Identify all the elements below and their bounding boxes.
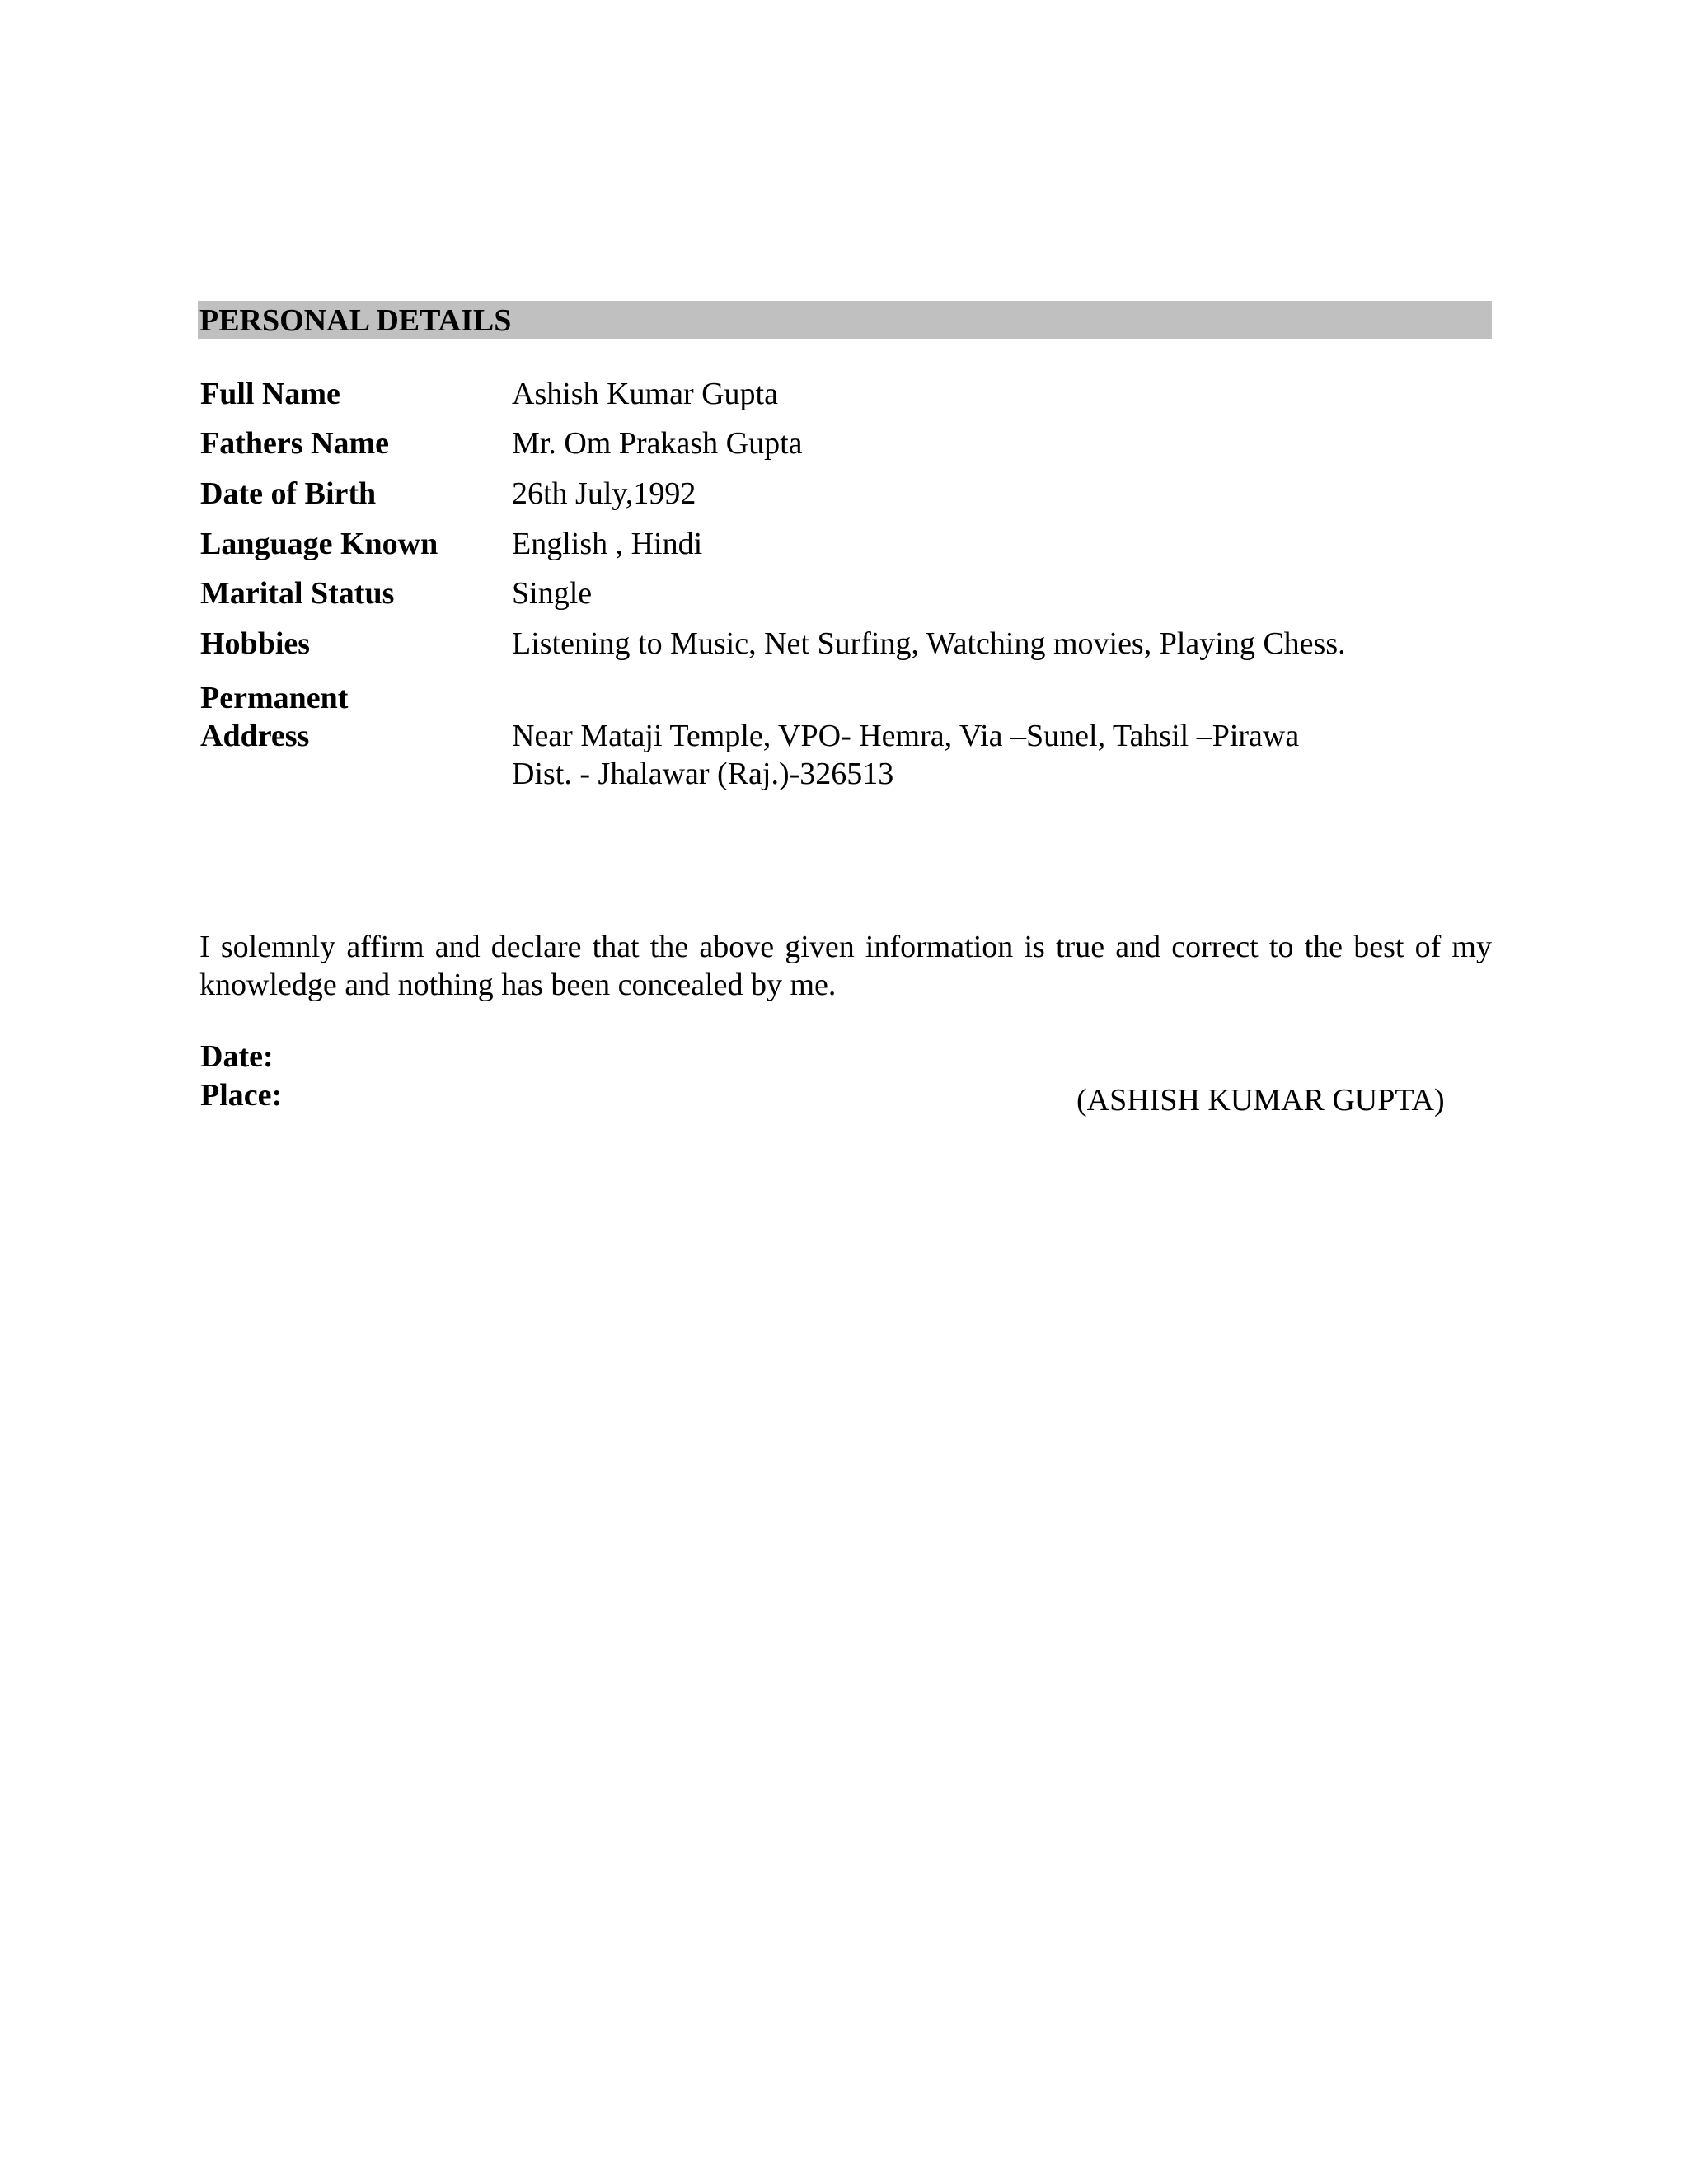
signature-name: (ASHISH KUMAR GUPTA) bbox=[1076, 1083, 1445, 1118]
permanent-address-label-line2: Address bbox=[200, 719, 310, 753]
date-of-birth-label: Date of Birth bbox=[200, 476, 377, 511]
declaration-text: I solemnly affirm and declare that the above given information is true and correct to the best of my knowledge and nothing has been concealed by me. bbox=[199, 930, 1492, 1002]
hobbies-label: Hobbies bbox=[200, 626, 311, 661]
marital-status-value: Single bbox=[512, 576, 593, 611]
fathers-name-value: Mr. Om Prakash Gupta bbox=[512, 426, 803, 461]
date-label: Date: bbox=[200, 1039, 274, 1074]
permanent-address-value-line1: Near Mataji Temple, VPO- Hemra, Via –Sunel, Tahsil –Pirawa bbox=[512, 719, 1300, 753]
permanent-address-value-line2: Dist. - Jhalawar (Raj.)-326513 bbox=[512, 757, 894, 791]
language-known-value: English , Hindi bbox=[512, 527, 703, 561]
full-name-label: Full Name bbox=[200, 377, 340, 411]
language-known-label: Language Known bbox=[200, 527, 438, 561]
full-name-value: Ashish Kumar Gupta bbox=[512, 377, 778, 411]
marital-status-label: Marital Status bbox=[200, 576, 395, 611]
permanent-address-label-line1: Permanent bbox=[200, 681, 349, 715]
section-heading: PERSONAL DETAILS bbox=[199, 303, 512, 338]
hobbies-value: Listening to Music, Net Surfing, Watching movies, Playing Chess. bbox=[512, 626, 1346, 661]
section-header-personal-details bbox=[198, 301, 1492, 339]
date-of-birth-value: 26th July,1992 bbox=[512, 476, 696, 511]
place-label: Place: bbox=[200, 1078, 283, 1113]
fathers-name-label: Fathers Name bbox=[200, 426, 389, 461]
